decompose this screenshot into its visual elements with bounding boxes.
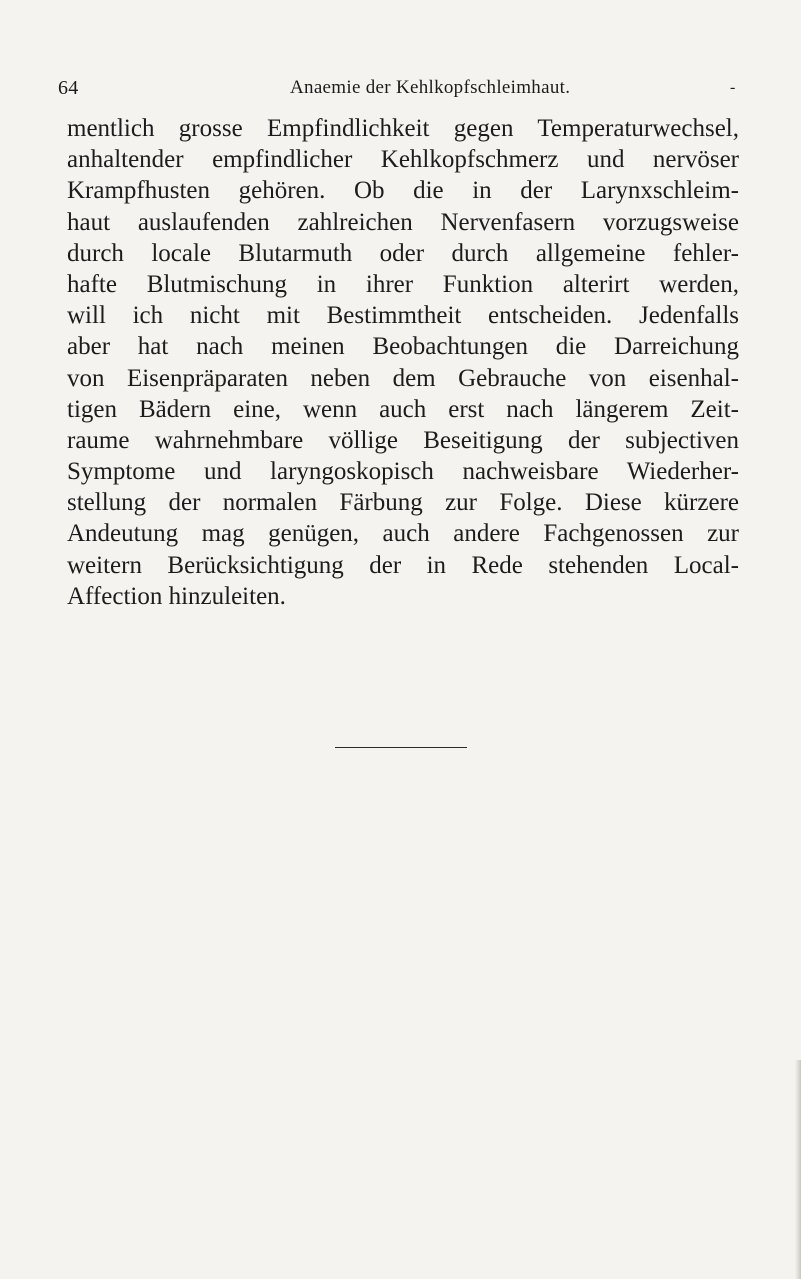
header-mark: -: [730, 79, 736, 96]
text-line: haut auslaufenden zahlreichen Nervenfasern vorzugsweise: [67, 208, 739, 236]
text-line: tigen Bädern eine, wenn auch erst nach längerem Zeit-: [67, 395, 739, 423]
text-line: Symptome und laryngoskopisch nachweisbare Wiederher-: [67, 458, 739, 486]
text-line: anhaltender empfindlicher Kehlkopfschmerz und nervöser: [67, 146, 739, 174]
text-line: mentlich grosse Empfindlichkeit gegen Temperaturwechsel,: [67, 115, 739, 142]
body-paragraph: [67, 113, 739, 612]
text-line-last: Affection hinzuleiten.: [67, 582, 286, 610]
page-number: 64: [58, 77, 79, 99]
text-line: raume wahrnehmbare völlige Beseitigung der subjectiven: [67, 426, 739, 454]
section-end-rule: [335, 747, 467, 748]
text-line: weitern Berücksichtigung der in Rede stehenden Local-: [67, 551, 739, 579]
text-line: hafte Blutmischung in ihrer Funktion alterirt werden,: [67, 270, 739, 298]
text-line: will ich nicht mit Bestimmtheit entscheiden. Jedenfalls: [67, 302, 739, 330]
text-line: stellung der normalen Färbung zur Folge. Diese kürzere: [67, 489, 739, 517]
text-line: Andeutung mag genügen, auch andere Fachgenossen zur: [67, 520, 739, 548]
running-title: Anaemie der Kehlkopfschleimhaut.: [290, 77, 571, 98]
text-line: Krampfhusten gehören. Ob die in der Larynxschleim-: [67, 177, 739, 205]
page-edge-shadow: [795, 1060, 801, 1279]
text-line: durch locale Blutarmuth oder durch allgemeine fehler-: [67, 239, 739, 267]
running-head: [58, 77, 748, 105]
text-line: aber hat nach meinen Beobachtungen die Darreichung: [67, 333, 739, 361]
text-line: von Eisenpräparaten neben dem Gebrauche von eisenhal-: [67, 364, 739, 392]
